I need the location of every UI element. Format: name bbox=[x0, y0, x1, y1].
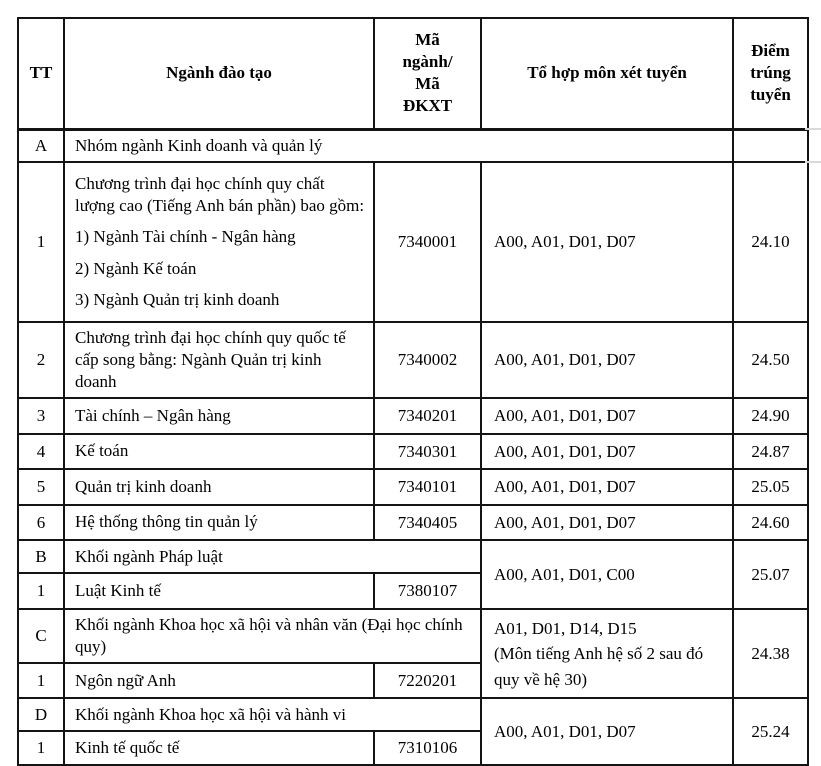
cell-tt: 1 bbox=[18, 573, 64, 609]
header-code-line: ngành/ bbox=[402, 52, 453, 72]
table-row bbox=[18, 162, 808, 322]
header-combos: Tổ hợp môn xét tuyển bbox=[481, 18, 733, 129]
cell-code: 7340001 bbox=[374, 162, 481, 322]
program-item: 2) Ngành Kế toán bbox=[75, 258, 197, 278]
cell-score: 25.07 bbox=[733, 540, 808, 609]
cell-code: 7380107 bbox=[374, 573, 481, 609]
cell-score: 24.38 bbox=[733, 609, 808, 698]
cell-score: 24.60 bbox=[733, 505, 808, 541]
cell-score: 24.10 bbox=[733, 162, 808, 322]
header-code bbox=[374, 18, 481, 129]
cell-major-name: Chương trình đại học chính quy quốc tế cấp song bằng: Ngành Quản trị kinh doanh bbox=[64, 322, 374, 398]
cell-score: 25.05 bbox=[733, 469, 808, 505]
cell-score: 25.24 bbox=[733, 698, 808, 765]
section-row-D bbox=[18, 698, 808, 731]
cell-score: 24.87 bbox=[733, 434, 808, 470]
cell-score: 24.50 bbox=[733, 322, 808, 398]
header-code-line: Mã bbox=[415, 74, 440, 94]
header-row bbox=[18, 18, 808, 129]
cell-section-name: Khối ngành Khoa học xã hội và nhân văn (Đại học chính quy) bbox=[64, 609, 481, 663]
section-row-A bbox=[18, 129, 808, 162]
header-tt: TT bbox=[18, 18, 64, 129]
header-score: Điểm trúng tuyển bbox=[733, 18, 808, 129]
section-row-C bbox=[18, 609, 808, 663]
program-item: 1) Ngành Tài chính - Ngân hàng bbox=[75, 227, 296, 247]
section-row-B bbox=[18, 540, 808, 573]
cell-major-name bbox=[64, 162, 374, 322]
program-item: 3) Ngành Quản trị kinh doanh bbox=[75, 289, 280, 309]
table-row bbox=[18, 398, 808, 434]
cell-code: 7340201 bbox=[374, 398, 481, 434]
table-row bbox=[18, 322, 808, 398]
table-row bbox=[18, 505, 808, 541]
cell-section-name: Khối ngành Pháp luật bbox=[64, 540, 481, 573]
cell-code: 7220201 bbox=[374, 663, 481, 698]
cell-tt: 1 bbox=[18, 731, 64, 765]
cell-section-name: Khối ngành Khoa học xã hội và hành vi bbox=[64, 698, 481, 731]
cell-major-name: Quản trị kinh doanh bbox=[64, 469, 374, 505]
program-intro: Chương trình đại học chính quy chất lượng cao (Tiếng Anh bán phần) bao gồm: bbox=[75, 174, 365, 216]
cell-code: 7340002 bbox=[374, 322, 481, 398]
cell-tt: A bbox=[18, 129, 64, 162]
cell-major-name: Ngôn ngữ Anh bbox=[64, 663, 374, 698]
cell-tt: 2 bbox=[18, 322, 64, 398]
combos-note: (Môn tiếng Anh hệ số 2 sau đó quy về hệ 30) bbox=[494, 644, 704, 689]
cell-combos: A00, A01, D01, D07 bbox=[481, 322, 733, 398]
cell-tt: C bbox=[18, 609, 64, 663]
admission-scores-table bbox=[17, 17, 809, 766]
cell-major-name: Kinh tế quốc tế bbox=[64, 731, 374, 765]
cell-tt: 6 bbox=[18, 505, 64, 541]
cell-code: 7340301 bbox=[374, 434, 481, 470]
cell-combos: A00, A01, D01, D07 bbox=[481, 698, 733, 765]
cell-combos: A00, A01, D01, D07 bbox=[481, 398, 733, 434]
cell-code: 7340405 bbox=[374, 505, 481, 541]
header-code-line: Mã bbox=[415, 30, 440, 50]
cell-tt: B bbox=[18, 540, 64, 573]
header-code-line: ĐKXT bbox=[402, 96, 453, 116]
cell-combos bbox=[481, 609, 733, 698]
cell-major-name: Luật Kinh tế bbox=[64, 573, 374, 609]
cell-major-name: Kế toán bbox=[64, 434, 374, 470]
table-row bbox=[18, 434, 808, 470]
cell-combos: A00, A01, D01, D07 bbox=[481, 434, 733, 470]
cell-section-name: Nhóm ngành Kinh doanh và quản lý bbox=[64, 129, 733, 162]
cell-tt: 1 bbox=[18, 663, 64, 698]
cell-combos: A00, A01, D01, D07 bbox=[481, 505, 733, 541]
cell-score: 24.90 bbox=[733, 398, 808, 434]
cell-combos: A00, A01, D01, D07 bbox=[481, 162, 733, 322]
scan-artifact-line bbox=[805, 128, 821, 130]
scan-artifact-line bbox=[805, 161, 821, 163]
cell-tt: 1 bbox=[18, 162, 64, 322]
cell-tt: D bbox=[18, 698, 64, 731]
table-row bbox=[18, 469, 808, 505]
cell-tt: 3 bbox=[18, 398, 64, 434]
cell-combos: A00, A01, D01, D07 bbox=[481, 469, 733, 505]
cell-combos: A00, A01, D01, C00 bbox=[481, 540, 733, 609]
cell-major-name: Tài chính – Ngân hàng bbox=[64, 398, 374, 434]
cell-code: 7340101 bbox=[374, 469, 481, 505]
cell-major-name: Hệ thống thông tin quản lý bbox=[64, 505, 374, 541]
cell-tt: 4 bbox=[18, 434, 64, 470]
cell-tt: 5 bbox=[18, 469, 64, 505]
cell-score-empty bbox=[733, 129, 808, 162]
header-major: Ngành đào tạo bbox=[64, 18, 374, 129]
combos-line: A01, D01, D14, D15 bbox=[494, 618, 637, 638]
cell-code: 7310106 bbox=[374, 731, 481, 765]
